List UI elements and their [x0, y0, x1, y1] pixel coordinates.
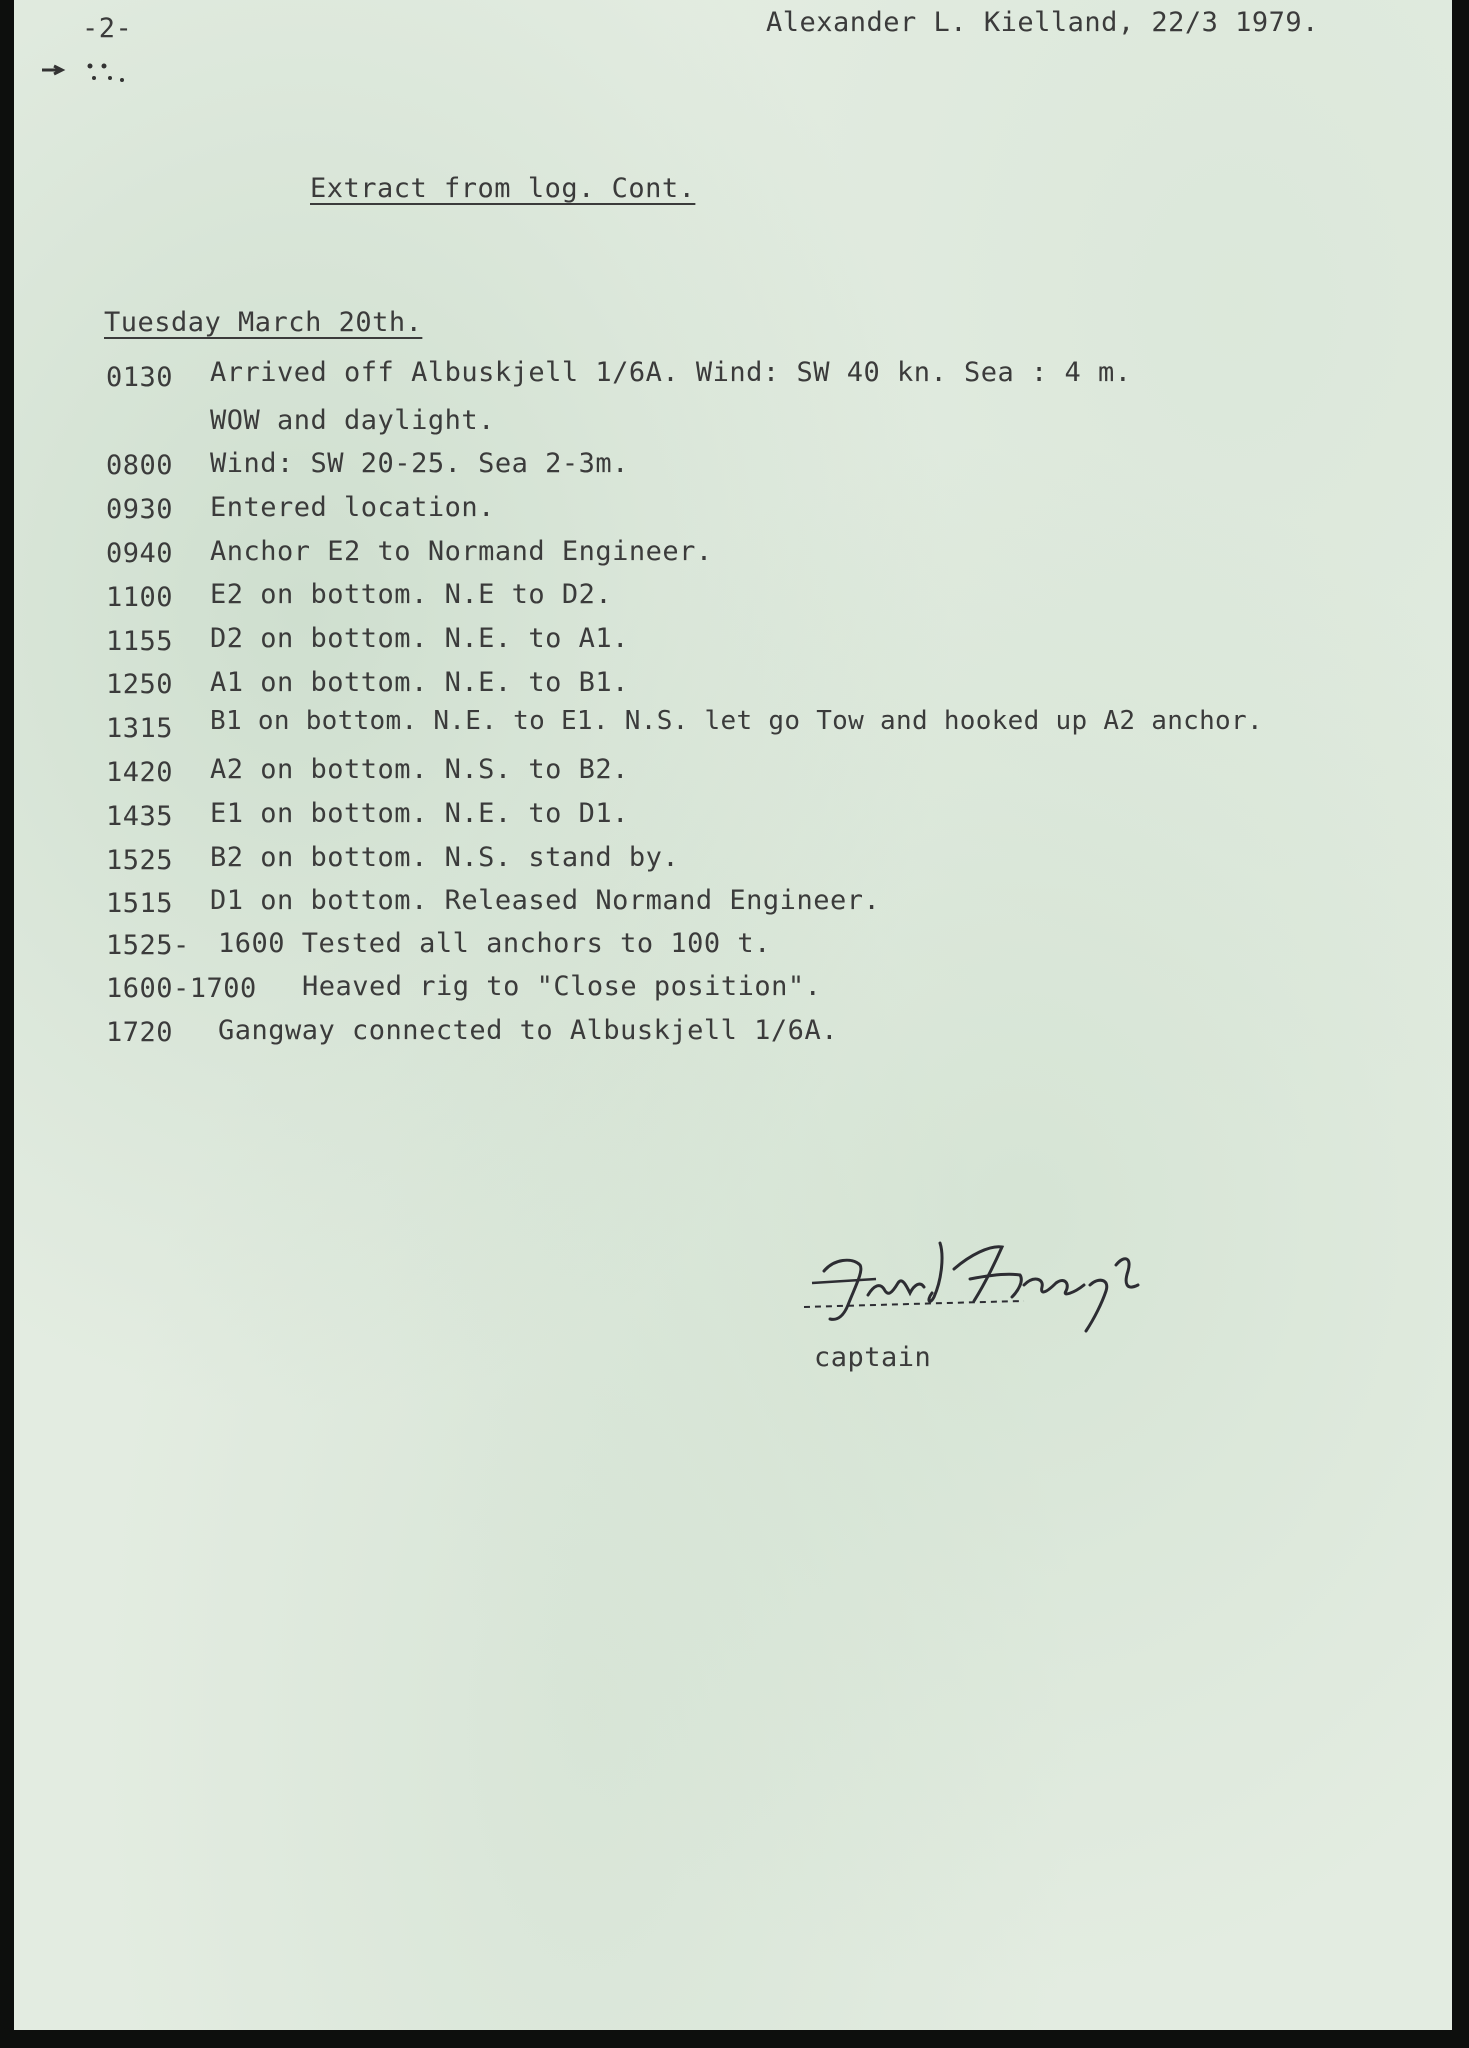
entry-text: Anchor E2 to Normand Engineer. [210, 536, 713, 567]
entry-text: Heaved rig to "Close position". [302, 971, 822, 1002]
entry-time: 1525- [106, 930, 190, 961]
entry-text: Arrived off Albuskjell 1/6A. Wind: SW 40 kn. Sea : 4 m. [210, 357, 1132, 388]
entry-text: Gangway connected to Albuskjell 1/6A. [218, 1015, 838, 1046]
entry-time: 1100 [106, 582, 174, 613]
entry-text: B2 on bottom. N.S. stand by. [210, 842, 680, 873]
document-title-right: Alexander L. Kielland, 22/3 1979. [766, 7, 1319, 38]
entry-text: E1 on bottom. N.E. to D1. [210, 798, 629, 829]
entry-text: B1 on bottom. N.E. to E1. N.S. let go Tow and hooked up A2 anchor. [210, 706, 1263, 736]
entry-time: 1155 [106, 626, 174, 657]
entry-text: D1 on bottom. Released Normand Engineer. [210, 885, 881, 916]
entry-time: 0930 [106, 494, 174, 525]
entry-time: 1515 [106, 888, 174, 919]
signer-role: captain [814, 1342, 932, 1373]
signature-image [794, 1235, 1214, 1345]
entry-text: WOW and daylight. [210, 405, 495, 436]
log-heading: Extract from log. Cont. [310, 173, 696, 204]
entry-time: 0940 [106, 538, 174, 569]
entry-time: 0130 [106, 362, 174, 393]
entry-time: 1315 [106, 713, 174, 744]
entry-time: 1250 [106, 669, 174, 700]
entry-time: 1720 [106, 1017, 174, 1048]
entry-time: 1435 [106, 801, 174, 832]
entry-text: A2 on bottom. N.S. to B2. [210, 754, 629, 785]
document-page [14, 0, 1452, 2030]
entry-text: 1600 Tested all anchors to 100 t. [218, 928, 771, 959]
page-number: -2- [82, 13, 133, 44]
entry-time: 1525 [106, 845, 174, 876]
stray-marks-icon [38, 56, 128, 86]
entry-text: D2 on bottom. N.E. to A1. [210, 623, 629, 654]
entry-text: E2 on bottom. N.E to D2. [210, 579, 613, 610]
log-day: Tuesday March 20th. [104, 307, 423, 338]
entry-text: Wind: SW 20-25. Sea 2-3m. [210, 448, 629, 479]
entry-text: Entered location. [210, 492, 495, 523]
entry-time: 0800 [106, 450, 174, 481]
entry-time: 1600-1700 [106, 973, 257, 1004]
entry-time: 1420 [106, 757, 174, 788]
entry-text: A1 on bottom. N.E. to B1. [210, 667, 629, 698]
